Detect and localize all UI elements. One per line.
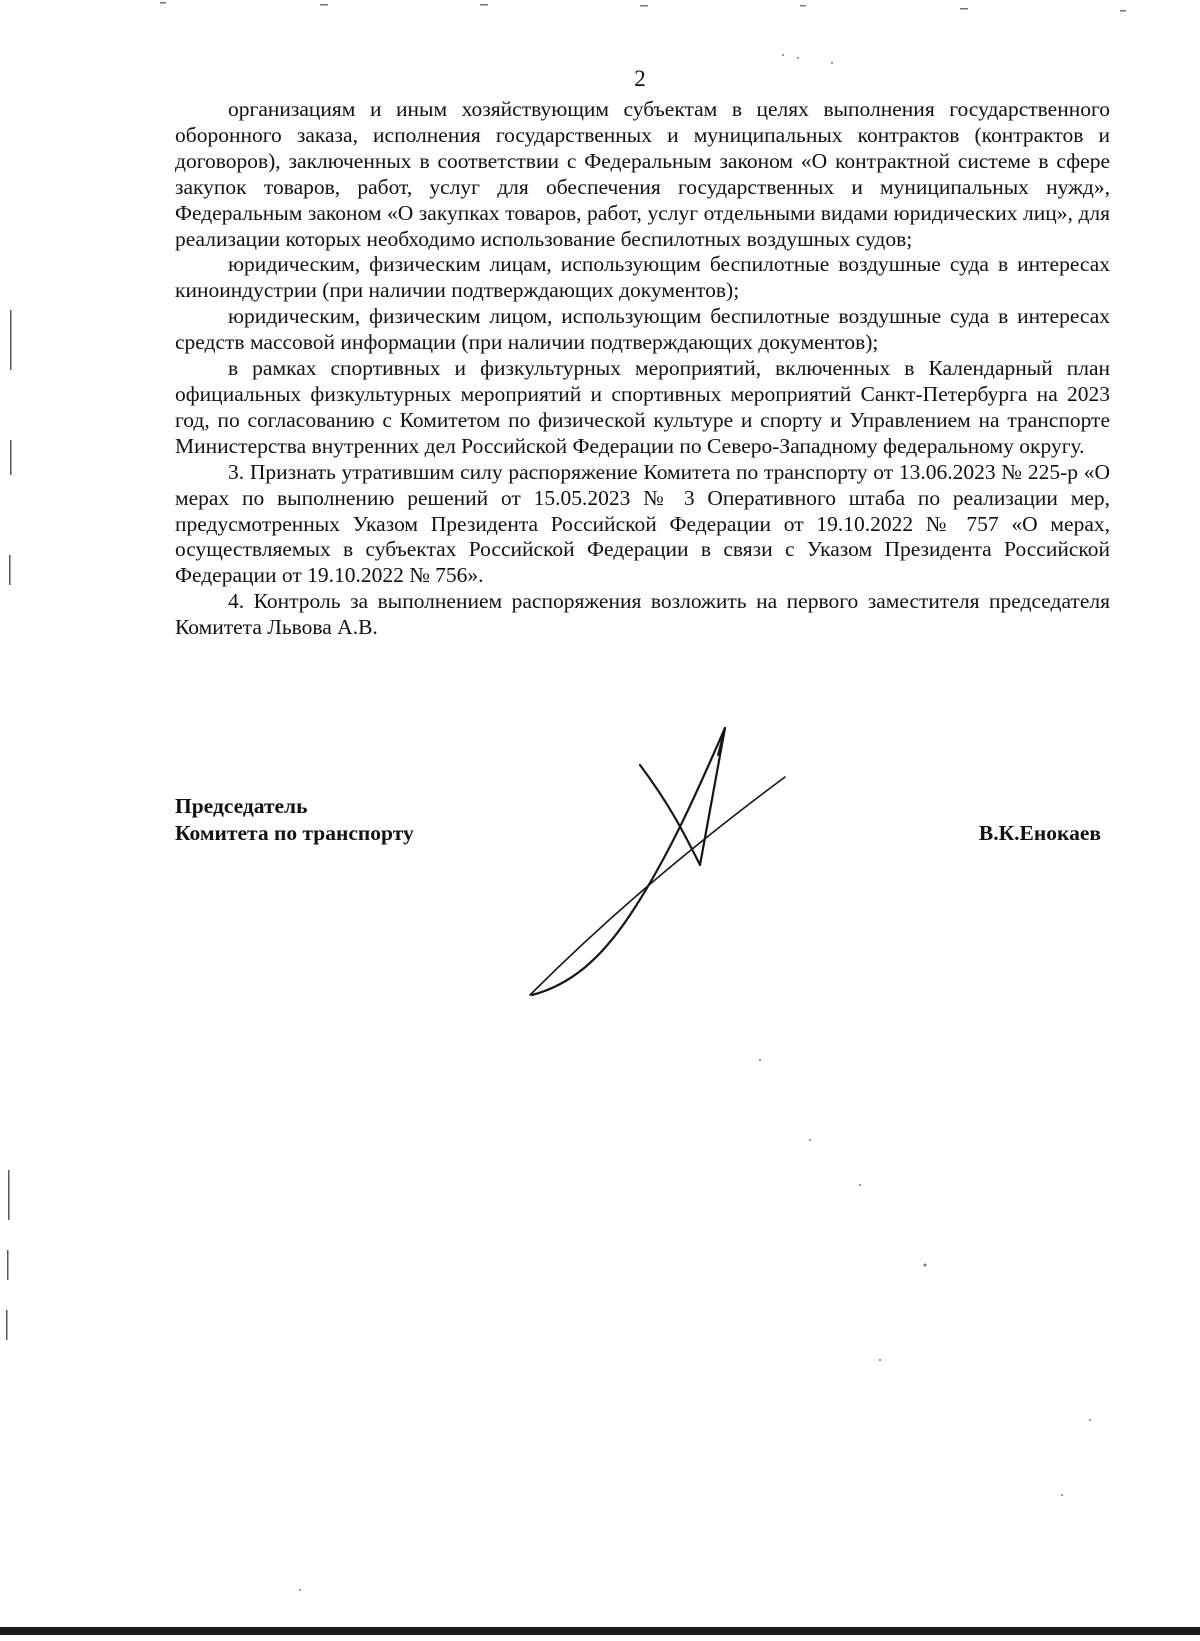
signature-stroke-2 (530, 777, 785, 995)
signatory-position-line-1: Председатель (175, 794, 308, 818)
signatory-position-line-2: Комитета по транспорту (175, 821, 414, 845)
signer-name: В.К.Енокаев (978, 821, 1101, 845)
document-body (175, 97, 1110, 641)
paragraph-item-4-control: 4. Контроль за выполнением распоряжения возложить на первого заместителя председателя Комитета Львова А.В. (175, 589, 1110, 640)
paragraph-organizations-continued: организациям и иным хозяйствующим субъектам в целях выполнения государственного оборонного заказа, исполнения государственных и муниципальных контрактов (контрактов и договоров), заключенных в соответствии с Федеральным законом «О контрактной системе в сфере закупок товаров, работ, услуг для обеспечения государственных и муниципальных нужд», Федеральным законом «О закупках товаров, работ, услуг отдельными видами юридических лиц», для реализации которых необходимо использование беспилотных воздушных судов; (175, 97, 1110, 251)
paragraph-film-industry: юридическим, физическим лицам, использующим беспилотные воздушные суда в интересах киноиндустрии (при наличии подтверждающих документов); (175, 252, 1110, 303)
scan-bottom-edge (0, 1627, 1200, 1635)
page-number: 2 (634, 66, 646, 91)
signature-stroke-1 (532, 728, 725, 995)
paragraph-sports-events: в рамках спортивных и физкультурных мероприятий, включенных в Календарный план официальных физкультурных мероприятий и спортивных мероприятий Санкт-Петербурга на 2023 год, по согласованию с Комитетом по физической культуре и спорту и Управлением на транспорте Министерства внутренних дел Российской Федерации по Северо-Западному федеральному округу. (175, 356, 1110, 458)
paragraph-mass-media: юридическим, физическим лицом, использующим беспилотные воздушные суда в интересах средств массовой информации (при наличии подтверждающих документов); (175, 304, 1110, 355)
paragraph-item-3-repeal: 3. Признать утратившим силу распоряжение Комитета по транспорту от 13.06.2023 № 225-р «О мерах по выполнению решений от 15.05.2023 № 3 Оперативного штаба по реализации мер, предусмотренных Указом Президента Российской Федерации от 19.10.2022 № 757 «О мерах, осуществляемых в субъектах Российской Федерации в связи с Указом Президента Российской Федерации от 19.10.2022 № 756». (175, 459, 1110, 588)
handwritten-signature (520, 715, 830, 1005)
